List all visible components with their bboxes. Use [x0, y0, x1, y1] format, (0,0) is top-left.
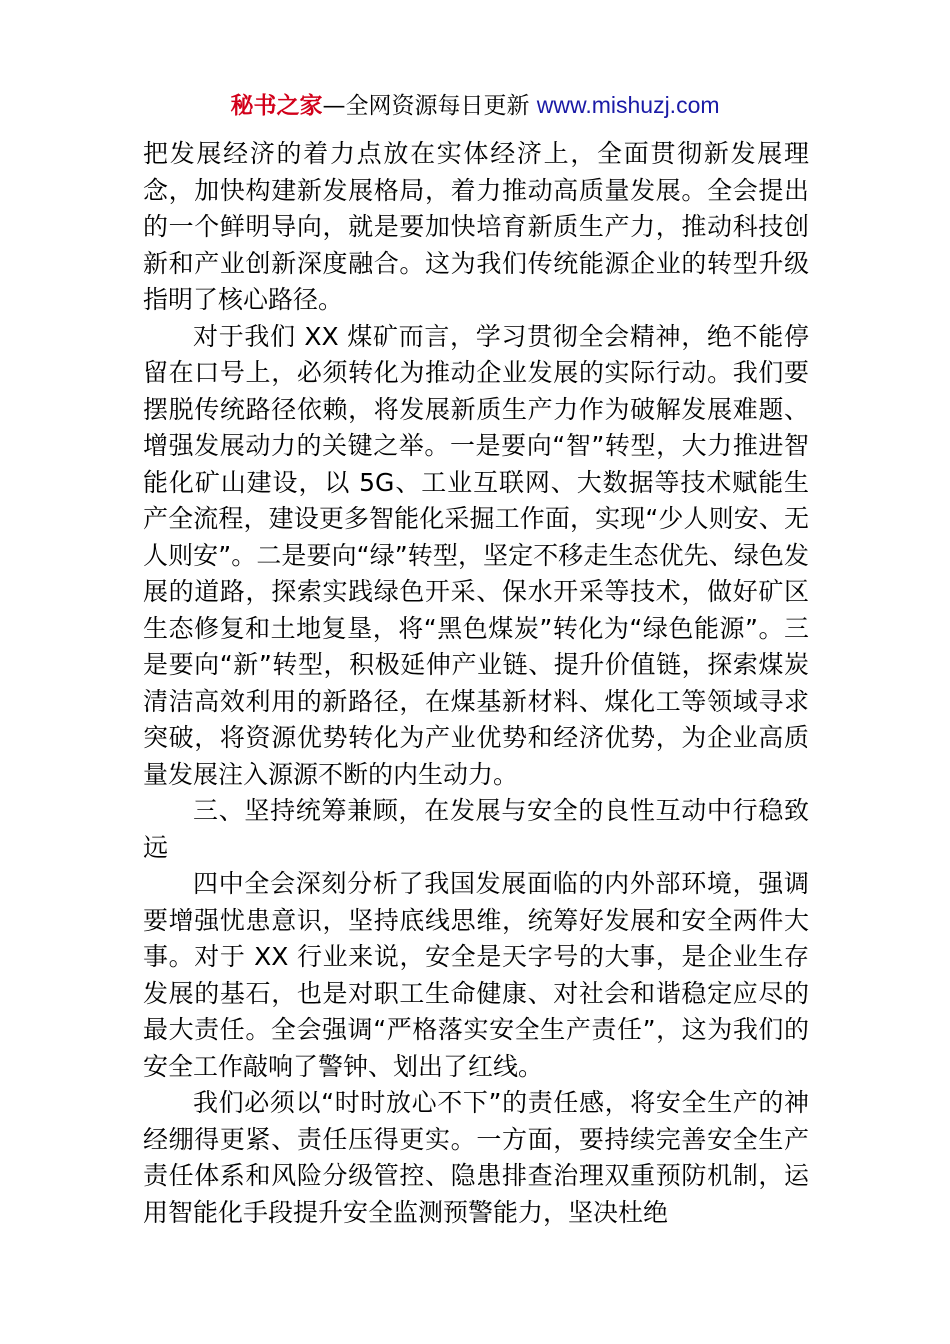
paragraph: 我们必须以“时时放心不下”的责任感，将安全生产的神经绷得更紧、责任压得更实。一方面，要持续完善安全生产责任体系和风险分级管控、隐患排查治理双重预防机制，运用智能化手段提升安全监测预警能力，坚决杜绝: [143, 1088, 809, 1227]
site-url-link[interactable]: www.mishuzj.com: [536, 92, 720, 118]
section-heading: 三、坚持统筹兼顾，在发展与安全的良性互动中行稳致远: [143, 796, 809, 862]
paragraph-continuation: 把发展经济的着力点放在实体经济上，全面贯彻新发展理念，加快构建新发展格局，着力推动高质量发展。全会提出的一个鲜明导向，就是要加快培育新质生产力，推动科技创新和产业创新深度融合。这为我们传统能源企业的转型升级指明了核心路径。: [143, 139, 809, 314]
document-body: [143, 136, 809, 1231]
page-header: [0, 88, 950, 123]
site-brand: 秘书之家: [230, 93, 323, 119]
site-tagline: —全网资源每日更新: [322, 93, 530, 119]
paragraph: 对于我们 XX 煤矿而言，学习贯彻全会精神，绝不能停留在口号上，必须转化为推动企业发展的实际行动。我们要摆脱传统路径依赖，将发展新质生产力作为破解发展难题、增强发展动力的关键之举。一是要向“智”转型，大力推进智能化矿山建设，以 5G、工业互联网、大数据等技术赋能生产全流程，建设更多智能化采掘工作面，实现“少人则安、无人则安”。二是要向“绿”转型，坚定不移走生态优先、绿色发展的道路，探索实践绿色开采、保水开采等技术，做好矿区生态修复和土地复垦，将“黑色煤炭”转化为“绿色能源”。三是要向“新”转型，积极延伸产业链、提升价值链，探索煤炭清洁高效利用的新路径，在煤基新材料、煤化工等领域寻求突破，将资源优势转化为产业优势和经济优势，为企业高质量发展注入源源不断的内生动力。: [143, 321, 809, 789]
paragraph: 四中全会深刻分析了我国发展面临的内外部环境，强调要增强忧患意识，坚持底线思维，统筹好发展和安全两件大事。对于 XX 行业来说，安全是天字号的大事，是企业生存发展的基石，也是对职工生命健康、对社会和谐稳定应尽的最大责任。全会强调“严格落实安全生产责任”，这为我们的安全工作敲响了警钟、划出了红线。: [143, 869, 809, 1081]
